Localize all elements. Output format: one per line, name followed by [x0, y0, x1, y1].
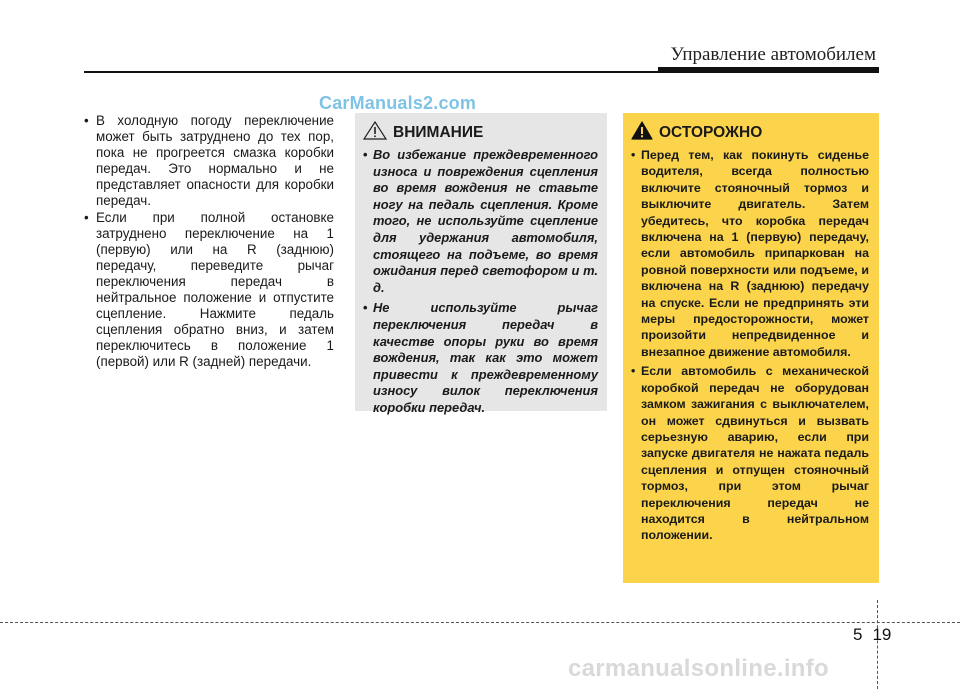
warning-title: ОСТОРОЖНО — [659, 124, 763, 141]
page-index: 19 — [872, 625, 892, 644]
warning-box — [623, 113, 879, 583]
header-divider-accent — [658, 67, 879, 73]
footer-divider — [0, 622, 960, 623]
caution-title: ВНИМАНИЕ — [393, 124, 484, 141]
watermark-bottom: carmanualsonline.info — [568, 655, 830, 682]
list-item: • Если автомобиль с механической коробкой передач не оборудован замком зажигания с выключателем, он может сдвинуться и вызвать серьезную аварию, если при запуске двигателя не нажата педаль сцепления и отпущен стояночный тормоз, при этом рычаг переключения передач не находится в нейтральном положении. — [631, 363, 869, 543]
section-title: Управление автомобилем — [670, 44, 876, 65]
warning-header — [631, 121, 869, 145]
caution-triangle-icon — [363, 121, 387, 145]
warning-list — [631, 147, 869, 544]
caution-list — [363, 147, 598, 417]
caution-box — [355, 113, 607, 415]
instruction-list — [84, 113, 334, 370]
left-column — [84, 113, 334, 372]
warning-triangle-icon — [631, 121, 653, 145]
list-item: • Перед тем, как покинуть сиденье водителя, всегда полностью включите стояночный тормоз и выключите двигатель. Затем убедитесь, что коробка передач включена на 1 (первую) передачу, если автомобиль припаркован на ровной поверхности или подъеме, и включена на R (заднюю) передачу на спуске. Если не предпринять эти меры предосторожности, может произойти непредвиденное и внезапное движение автомобиля. — [631, 147, 869, 360]
list-item: • Если при полной остановке затруднено переключение на 1 (первую) или на R (заднюю) передачу, переведите рычаг переключения передач в нейтральное положение и отпустите сцепление. Нажмите педаль сцепления обратно вниз, и затем переключитесь в положение 1 (первой) или R (задней) передачи. — [84, 210, 334, 369]
caution-header — [363, 121, 598, 145]
chapter-number: 5 — [853, 625, 863, 644]
list-item: • Не используйте рычаг переключения передач в качестве опоры руки во время вождения, так как это может привести к преждевременному износу вилок переключения коробки передач. — [363, 300, 598, 416]
list-item: • В холодную погоду переключение может быть затруднено до тех пор, пока не прогреется смазка коробки передач. Это нормально и не представляет опасности для коробки передач. — [84, 113, 334, 208]
page-number — [853, 625, 891, 645]
watermark-top: CarManuals2.com — [319, 93, 477, 113]
list-item: • Во избежание преждевременного износа и повреждения сцепления во время вождения не ставьте ногу на педаль сцепления. Кроме того, не используйте сцепление для удержания автомобиля, стоящего на подъеме, во время ожидания перед светофором и т. д. — [363, 147, 598, 296]
